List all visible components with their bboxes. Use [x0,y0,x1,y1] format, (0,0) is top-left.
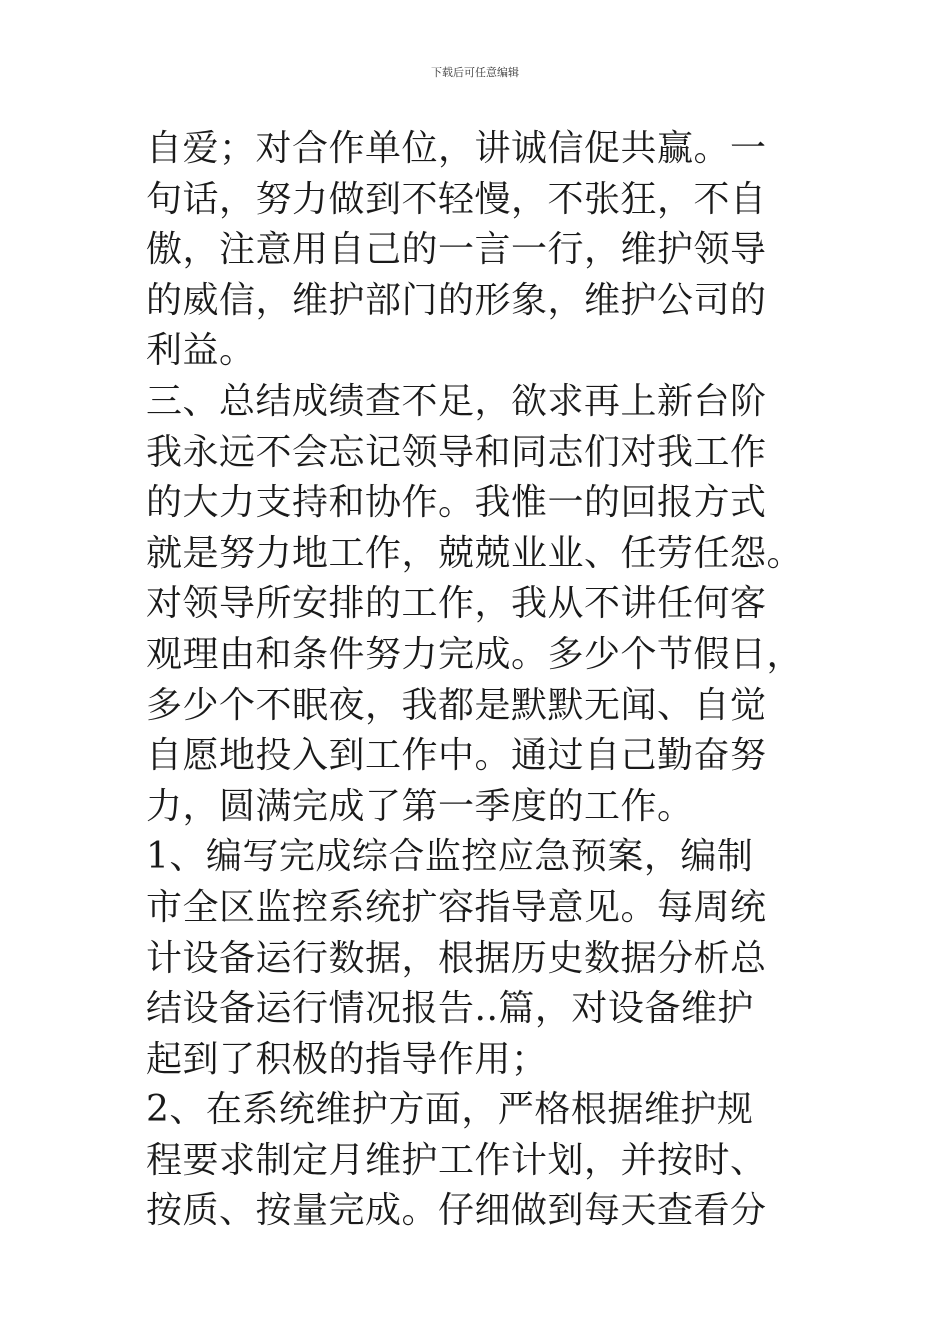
text-line: 程要求制定月维护工作计划，并按时、 [146,1139,767,1181]
text-line: 的大力支持和协作。我惟一的回报方式 [146,482,767,524]
document-body [146,124,836,1237]
text-line: 市全区监控系统扩容指导意见。每周统 [146,886,767,928]
text-line: 我永远不会忘记领导和同志们对我工作 [146,431,767,473]
text-line: 自爱；对合作单位，讲诚信促共赢。一 [146,128,767,169]
list-item: 1、编写完成综合监控应急预案，编制 [146,836,754,878]
text-line: 利益。 [146,330,256,372]
text-line: 按质、按量完成。仔细做到每天查看分 [146,1190,767,1232]
text-line: 傲，注意用自己的一言一行，维护领导 [146,229,767,271]
text-line: 起到了积极的指导作用； [146,1038,548,1080]
page-header-note: 下载后可任意编辑 [431,66,519,79]
text-line: 力，圆满完成了第一季度的工作。 [146,785,694,827]
text-line: 计设备运行数据，根据历史数据分析总 [146,937,767,979]
text-line: 就是努力地工作，兢兢业业、任劳任怨。 [146,532,804,574]
text-line: 多少个不眠夜，我都是默默无闻、自觉 [146,684,767,726]
text-line: 对领导所安排的工作，我从不讲任何客 [146,583,767,625]
text-line: 观理由和条件努力完成。多少个节假日， [146,633,804,675]
text-line: 自愿地投入到工作中。通过自己勤奋努 [146,735,767,777]
text-line: 的威信，维护部门的形象，维护公司的 [146,279,767,321]
text-line: 句话，努力做到不轻慢，不张狂，不自 [146,178,767,220]
list-item: 2、在系统维护方面，严格根据维护规 [146,1089,754,1131]
section-heading: 三、总结成绩查不足，欲求再上新台阶 [146,380,767,422]
text-line: 结设备运行情况报告..篇，对设备维护 [146,988,754,1030]
